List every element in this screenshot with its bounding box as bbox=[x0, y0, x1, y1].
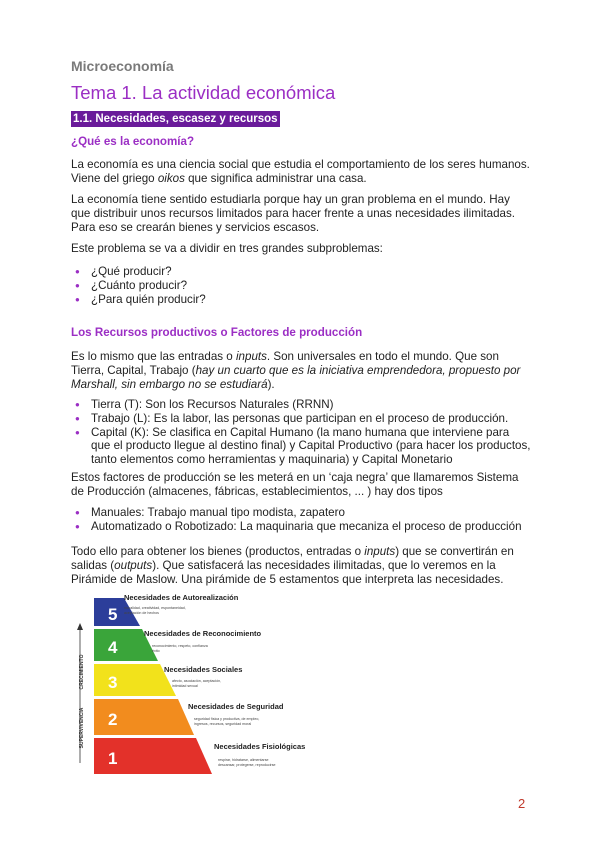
tier-number-3: 3 bbox=[108, 673, 118, 692]
side-label-top: CRECIMIENTO bbox=[79, 654, 85, 690]
list-item: ● Manuales: Trabajo manual tipo modista, zapatero bbox=[71, 506, 531, 520]
page-title: Tema 1. La actividad económica bbox=[71, 82, 336, 103]
questions-list bbox=[71, 265, 531, 306]
tier-desc-2b: ingresos, recursos, seguridad moral bbox=[194, 722, 252, 726]
tier-label-2: Necesidades de Seguridad bbox=[188, 702, 284, 711]
tier-label-4: Necesidades de Reconocimiento bbox=[144, 629, 262, 638]
paragraph-problem: La economía tiene sentido estudiarla porque hay un gran problema en el mundo. Hay que distribuir unos recursos limitados para hacer frente a unas necesidades ilimitadas. Para eso se crearán bienes y servicios escasos. bbox=[71, 193, 516, 235]
paragraph-definition: La economía es una ciencia social que estudia el comportamiento de los seres humanos. Viene del griego oikos que significa administrar una casa. bbox=[71, 158, 530, 186]
tier-desc-5b: aceptación de hechos bbox=[124, 611, 159, 615]
tier-number-2: 2 bbox=[108, 710, 118, 729]
page-number: 2 bbox=[518, 796, 526, 811]
tier-desc-4b: éxito bbox=[152, 649, 160, 653]
factors-list bbox=[71, 398, 531, 467]
list-item: ● ¿Cuánto producir? bbox=[71, 279, 531, 293]
paragraph-inputs: Es lo mismo que las entradas o inputs. Son universales en todo el mundo. Que son Tierra, Capital, Trabajo (hay un cuarto que es la iniciativa emprendedora, propuesto por Marshall, sin embargo no se estudiará). bbox=[71, 350, 521, 392]
list-item: ● ¿Qué producir? bbox=[71, 265, 531, 279]
maslow-pyramid bbox=[72, 588, 332, 778]
list-item: ● Capital (K): Se clasifica en Capital Humano (la mano humana que interviene para que el producto llegue al destino final) y Capital Productivo (para hacer los productos, tanto elementos como herramientas y maquinaria) y Capital Monetario bbox=[71, 426, 531, 467]
list-item: ● Tierra (T): Son los Recursos Naturales (RRNN) bbox=[71, 398, 531, 412]
tier-label-3: Necesidades Sociales bbox=[164, 665, 243, 674]
tier-desc-2a: seguridad física y productiva, de empleo, bbox=[194, 717, 260, 721]
question-heading: ¿Qué es la economía? bbox=[71, 135, 195, 148]
paragraph-black-box: Estos factores de producción se les meterá en un ‘caja negra’ que llamaremos Sistema de Producción (almacenes, fábricas, establecimientos, ... ) hay dos tipos bbox=[71, 471, 519, 499]
factors-heading: Los Recursos productivos o Factores de producción bbox=[71, 326, 363, 339]
list-item: ● ¿Para quién producir? bbox=[71, 293, 531, 307]
tier-desc-3b: intimidad sexual bbox=[172, 684, 198, 688]
tier-desc-4a: reconocimiento, respeto, confianza bbox=[152, 644, 208, 648]
paragraph-subproblems: Este problema se va a dividir en tres grandes subproblemas: bbox=[71, 242, 383, 255]
tier-desc-3a: afecto, asociación, aceptación, bbox=[172, 679, 222, 683]
subject-header: Microeconomía bbox=[71, 58, 174, 74]
list-item: ● Automatizado o Robotizado: La maquinaria que mecaniza el proceso de producción bbox=[71, 520, 531, 534]
tier-number-1: 1 bbox=[108, 749, 118, 768]
list-item: ● Trabajo (L): Es la labor, las personas que participan en el proceso de producción. bbox=[71, 412, 531, 426]
tier-number-4: 4 bbox=[108, 638, 118, 657]
tier-desc-1b: descansar, protegerse, reproducirse bbox=[218, 763, 276, 767]
tier-desc-5a: moralidad, creatividad, espontaneidad, bbox=[124, 606, 186, 610]
tier-label-1: Necesidades Fisiológicas bbox=[214, 742, 306, 751]
production-types-list bbox=[71, 506, 531, 534]
tier-desc-1a: respirar, hidratarse, alimentarse bbox=[218, 758, 269, 762]
section-heading: 1.1. Necesidades, escasez y recursos bbox=[73, 113, 278, 125]
arrow-up-icon bbox=[77, 623, 83, 630]
tier-number-5: 5 bbox=[108, 605, 118, 624]
side-label-bottom: SUPERVIVENCIA bbox=[79, 707, 85, 749]
paragraph-outputs: Todo ello para obtener los bienes (productos, entradas o inputs) que se convertirán en salidas (outputs). Que satisfacerá las necesidades ilimitadas, que lo veremos en la Pirámide de Maslow. Una pirámide de 5 estamentos que interpreta las necesidades. bbox=[71, 545, 514, 587]
tier-label-5: Necesidades de Autorealización bbox=[124, 593, 239, 602]
